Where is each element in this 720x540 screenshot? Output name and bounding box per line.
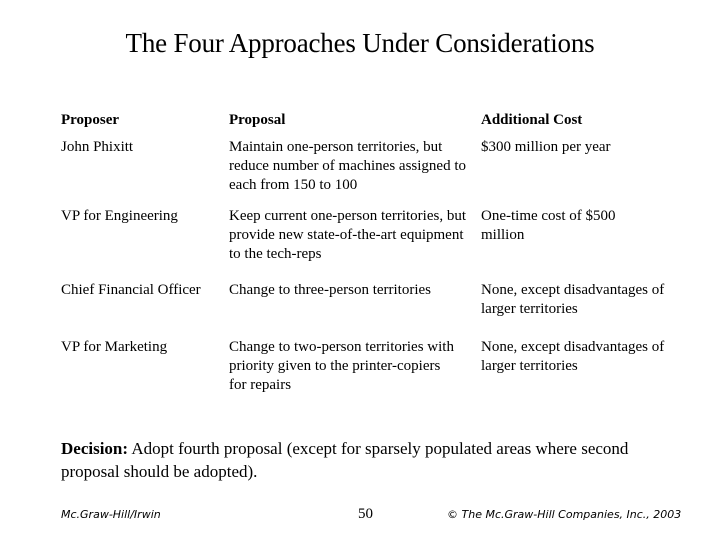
decision-label: Decision:: [61, 439, 129, 458]
row-1-proposer: John Phixitt: [61, 139, 134, 155]
footer-publisher: Mc.Graw-Hill/Irwin: [61, 508, 161, 521]
page-number: 50: [358, 506, 373, 522]
row-2-proposal: Keep current one-person territories, but provide new state-of-the-art equipment to the tech-reps: [229, 208, 466, 262]
row-1-proposal: Maintain one-person territories, but reduce number of machines assigned to each from 150 to 100: [229, 139, 467, 193]
header-proposal: Proposal: [229, 112, 286, 128]
row-3-proposal: Change to three-person territories: [229, 282, 432, 298]
row-1-cost: $300 million per year: [481, 139, 611, 155]
header-proposer: Proposer: [61, 112, 120, 128]
slide-title: The Four Approaches Under Considerations: [125, 28, 595, 58]
row-4-cost: None, except disadvantages of larger territories: [481, 339, 665, 374]
row-3-proposer: Chief Financial Officer: [61, 282, 201, 298]
row-4-proposal: Change to two-person territories with priority given to the printer-copiers for repairs: [229, 339, 454, 393]
footer-copyright: © The Mc.Graw-Hill Companies, Inc., 2003: [447, 508, 682, 521]
row-3-cost: None, except disadvantages of larger territories: [481, 282, 665, 317]
header-additional-cost: Additional Cost: [481, 112, 583, 128]
decision-statement: [61, 437, 671, 483]
row-2-proposer: VP for Engineering: [61, 208, 178, 224]
row-2-cost: One-time cost of $500 million: [481, 208, 616, 243]
decision-text: Adopt fourth proposal (except for sparsely populated areas where second proposal should be adopted).: [61, 439, 629, 481]
row-4-proposer: VP for Marketing: [61, 339, 168, 355]
